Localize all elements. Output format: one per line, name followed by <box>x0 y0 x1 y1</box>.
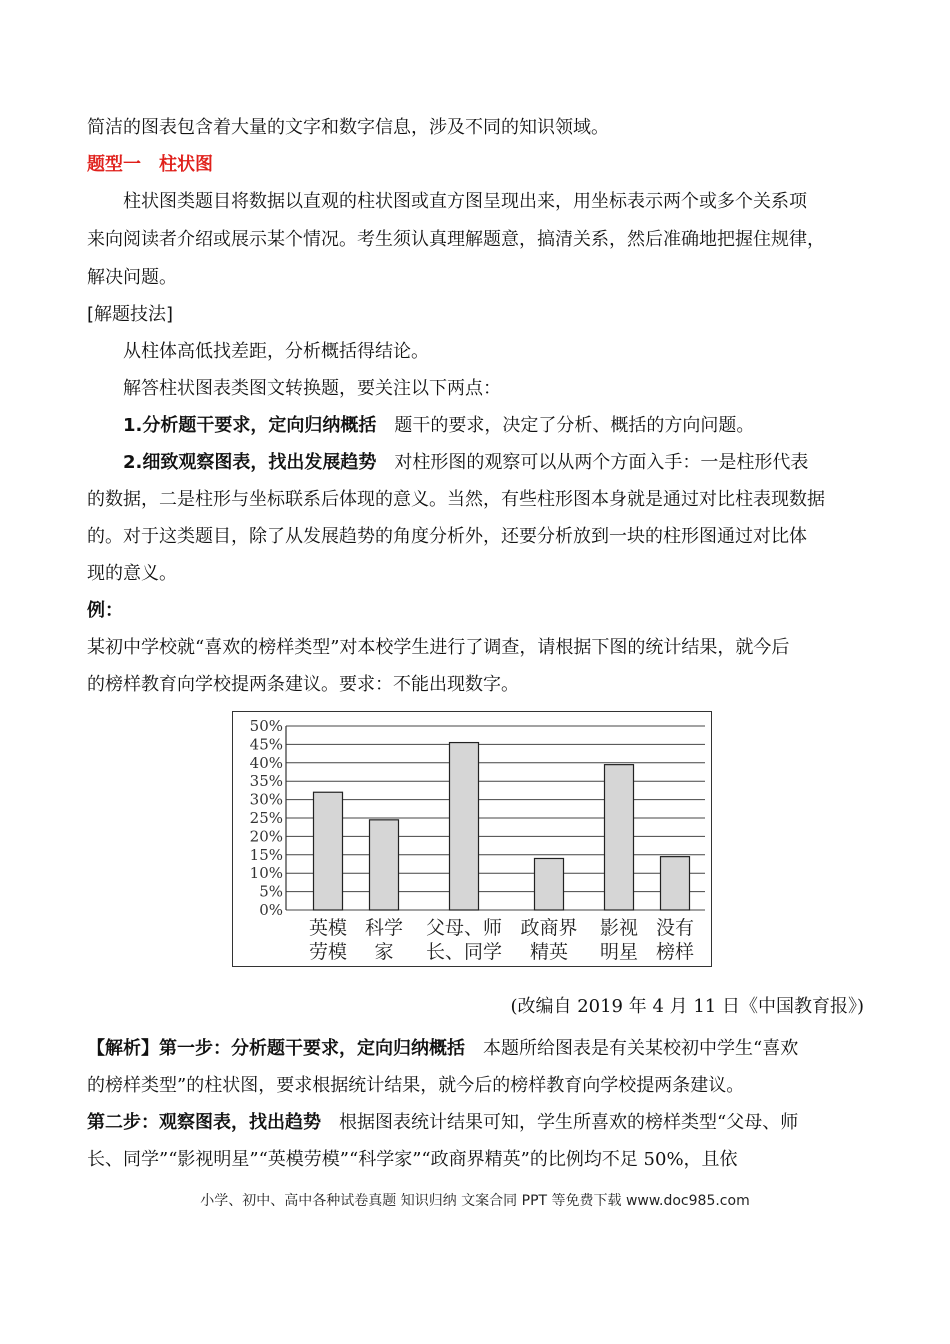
footer-text: 小学、初中、高中各种试卷真题 知识归纳 文案合同 PPT 等免费下载 www.doc985.com <box>200 1193 750 1209</box>
point2 <box>123 450 808 476</box>
analysis-text: 本题所给图表是有关某校初中学生“喜欢 <box>483 1038 799 1059</box>
analysis-heading: 【解析】第一步：分析题干要求，定向归纳概括 <box>87 1038 465 1059</box>
point1 <box>123 413 754 439</box>
x-category-label: 长、同学 <box>425 941 503 963</box>
intro-text: 简洁的图表包含着大量的文字和数字信息，涉及不同的知识领域。 <box>87 117 609 138</box>
bar <box>661 857 690 910</box>
point2-cont-line1: 的数据，二是柱形与坐标联系后体现的意义。当然，有些柱形图本身就是通过对比柱表现数据 <box>87 489 825 510</box>
section-title: 题型一 柱状图 <box>87 154 213 175</box>
bar <box>314 792 343 910</box>
analysis-line1 <box>87 1036 798 1062</box>
y-tick-label: 25% <box>249 809 283 827</box>
y-tick-label: 20% <box>249 827 283 846</box>
x-category-label: 父母、师 <box>425 917 503 939</box>
bar <box>605 765 634 910</box>
example-line1: 某初中学校就“喜欢的榜样类型”对本校学生进行了调查，请根据下图的统计结果，就今后 <box>87 637 790 658</box>
analysis-line2: 的榜样类型”的柱状图，要求根据统计结果，就今后的榜样教育向学校提两条建议。 <box>87 1075 745 1096</box>
para1-line2: 来向阅读者介绍或展示某个情况。考生须认真理解题意，搞清关系，然后准确地把握住规律， <box>87 229 825 250</box>
y-tick-label: 30% <box>249 790 283 809</box>
y-tick-label: 40% <box>249 753 283 772</box>
x-category-label: 榜样 <box>655 941 695 963</box>
method-line2: 解答柱状图表类图文转换题，要关注以下两点： <box>123 378 501 399</box>
step2-line2: 长、同学”“影视明星”“英模劳模”“科学家”“政商界精英”的比例均不足 50%，且依 <box>87 1149 738 1170</box>
x-category-label: 影视 <box>599 917 639 939</box>
x-category-label: 没有 <box>655 917 695 939</box>
y-tick-label: 5% <box>259 882 283 901</box>
y-tick-label: 35% <box>249 772 283 791</box>
step2-text: 根据图表统计结果可知，学生所喜欢的榜样类型“父母、师 <box>339 1112 799 1133</box>
x-category-label: 科学 <box>364 917 404 939</box>
point2-heading: 2.细致观察图表，找出发展趋势 <box>123 452 377 473</box>
bar-chart <box>232 711 712 967</box>
bar-chart-svg <box>233 712 711 966</box>
x-category-label: 明星 <box>599 941 639 963</box>
point2-text: 对柱形图的观察可以从两个方面入手：一是柱形代表 <box>394 452 809 473</box>
x-category-label: 政商界 <box>520 917 578 939</box>
x-category-label: 劳模 <box>308 941 348 963</box>
example-label: 例： <box>87 600 123 621</box>
point1-text: 题干的要求，决定了分析、概括的方向问题。 <box>394 415 755 436</box>
y-tick-label: 10% <box>249 864 283 883</box>
y-tick-label: 0% <box>259 901 283 919</box>
bar <box>535 858 564 910</box>
bar <box>450 743 479 910</box>
step2-heading: 第二步：观察图表，找出趋势 <box>87 1112 321 1133</box>
x-category-label: 家 <box>374 941 394 963</box>
y-tick-label: 15% <box>249 845 283 864</box>
bar <box>370 820 399 910</box>
x-category-label: 精英 <box>529 941 569 963</box>
para1-line3: 解决问题。 <box>87 267 177 288</box>
example-line2: 的榜样教育向学校提两条建议。要求：不能出现数字。 <box>87 674 519 695</box>
step2-line1 <box>87 1110 798 1136</box>
x-category-label: 英模 <box>308 917 348 939</box>
method-line1: 从柱体高低找差距，分析概括得结论。 <box>123 341 429 362</box>
point1-heading: 1.分析题干要求，定向归纳概括 <box>123 415 377 436</box>
para1-line1: 柱状图类题目将数据以直观的柱状图或直方图呈现出来，用坐标表示两个或多个关系项 <box>123 191 807 212</box>
y-tick-label: 50% <box>249 717 283 735</box>
y-tick-label: 45% <box>249 735 283 754</box>
point2-cont-line2: 的。对于这类题目，除了从发展趋势的角度分析外，还要分析放到一块的柱形图通过对比体 <box>87 526 807 547</box>
source-citation: (改编自 2019 年 4 月 11 日《中国教育报》) <box>510 996 864 1017</box>
method-heading: [解题技法] <box>87 304 174 325</box>
point2-cont-line3: 现的意义。 <box>87 563 177 584</box>
